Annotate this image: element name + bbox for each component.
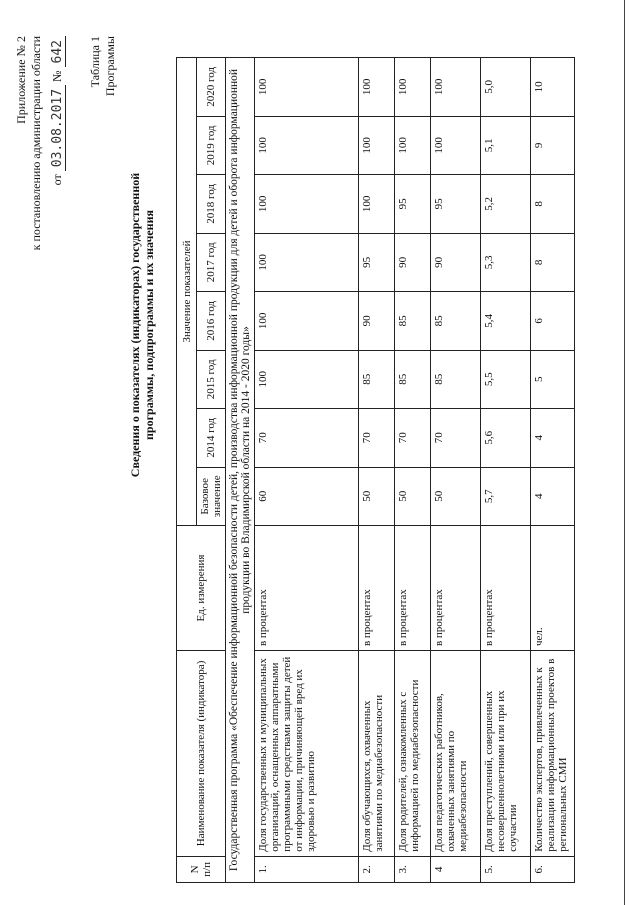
row-value: 50 — [395, 467, 431, 525]
decree-label: к постановлению администрации области — [29, 36, 43, 251]
row-value: 5 — [531, 350, 575, 408]
row-value: 5,1 — [481, 116, 531, 174]
row-value: 90 — [395, 233, 431, 291]
row-value: 5,5 — [481, 350, 531, 408]
row-value: 70 — [359, 409, 395, 467]
row-name: Количество экспертов, привлеченных к реализации информационных проектов в региональных СМИ — [531, 651, 575, 857]
row-name: Доля родителей, ознакомленных с информацией по медиабезопасности — [395, 651, 431, 857]
row-value: 100 — [395, 58, 431, 117]
row-value: 4 — [531, 409, 575, 467]
subheader-2018: 2018 год — [197, 175, 226, 233]
row-value: 70 — [255, 409, 359, 467]
table-row — [255, 58, 359, 883]
header-values: Значение показателей — [177, 58, 197, 526]
row-value: 5,6 — [481, 409, 531, 467]
row-num: 6. — [531, 856, 575, 882]
row-value: 100 — [431, 116, 481, 174]
row-value: 100 — [395, 116, 431, 174]
row-value: 50 — [359, 467, 395, 525]
row-num: 3. — [395, 856, 431, 882]
row-value: 85 — [395, 350, 431, 408]
table-row — [359, 58, 395, 883]
decree-date-line — [50, 36, 65, 250]
subheader-2014: 2014 год — [197, 409, 226, 467]
row-value: 6 — [531, 292, 575, 350]
row-name: Доля преступлений, совершенных несовершеннолетними или при их соучастии — [481, 651, 531, 857]
row-value: 85 — [431, 350, 481, 408]
row-unit: чел. — [531, 526, 575, 651]
row-value: 50 — [431, 467, 481, 525]
row-unit: в процентах — [481, 526, 531, 651]
row-value: 100 — [359, 58, 395, 117]
title-line2: программы, подпрограммы и их значения — [142, 210, 156, 440]
row-name: Доля педагогических работников, охваченных занятиями по медиабезопасности — [431, 651, 481, 857]
row-value: 60 — [255, 467, 359, 525]
number-value: 642 — [50, 36, 66, 67]
title-line1: Сведения о показателях (индикаторах) государственной — [128, 172, 142, 478]
table-label-line2: Программы — [103, 36, 117, 97]
document-title — [128, 165, 156, 485]
program-row — [226, 58, 255, 883]
row-unit: в процентах — [255, 526, 359, 651]
row-value: 5,4 — [481, 292, 531, 350]
row-value: 100 — [255, 233, 359, 291]
row-value: 70 — [395, 409, 431, 467]
table-label-line1: Таблица 1 — [88, 36, 102, 88]
row-num: 2. — [359, 856, 395, 882]
row-value: 100 — [359, 116, 395, 174]
row-value: 70 — [431, 409, 481, 467]
indicators-table — [176, 57, 575, 883]
table-row — [531, 58, 575, 883]
row-value: 90 — [359, 292, 395, 350]
row-num: 1. — [255, 856, 359, 882]
table-row — [395, 58, 431, 883]
program-title: Государственная программа «Обеспечение информационной безопасности детей, производства информационной продукции для детей и оборота информационной продукции во Владимирской области на 2014 - 2020 годы» — [226, 58, 255, 883]
row-value: 100 — [359, 175, 395, 233]
row-value: 4 — [531, 467, 575, 525]
row-value: 10 — [531, 58, 575, 117]
row-value: 100 — [255, 292, 359, 350]
row-value: 85 — [431, 292, 481, 350]
row-value: 85 — [359, 350, 395, 408]
row-value: 5,7 — [481, 467, 531, 525]
header-num: N п/п — [177, 856, 226, 882]
date-value: 03.08.2017 — [50, 85, 66, 171]
subheader-2017: 2017 год — [197, 233, 226, 291]
row-value: 9 — [531, 116, 575, 174]
row-value: 85 — [395, 292, 431, 350]
row-value: 90 — [431, 233, 481, 291]
row-unit: в процентах — [431, 526, 481, 651]
row-value: 100 — [255, 116, 359, 174]
row-value: 8 — [531, 175, 575, 233]
subheader-2016: 2016 год — [197, 292, 226, 350]
row-value: 100 — [255, 58, 359, 117]
subheader-2019: 2019 год — [197, 116, 226, 174]
row-name: Доля государственных и муниципальных организаций, оснащенных аппаратными программными средствами защиты детей от информации, причиняющей вред их здоровью и развитию — [255, 651, 359, 857]
row-unit: в процентах — [359, 526, 395, 651]
row-unit: в процентах — [395, 526, 431, 651]
table-header-row — [177, 58, 197, 883]
table-label — [88, 36, 118, 96]
row-value: 100 — [255, 350, 359, 408]
row-value: 100 — [431, 58, 481, 117]
subheader-2020: 2020 год — [197, 58, 226, 117]
row-value: 5,3 — [481, 233, 531, 291]
row-value: 100 — [255, 175, 359, 233]
row-value: 95 — [395, 175, 431, 233]
number-prefix: № — [50, 70, 64, 82]
row-value: 95 — [359, 233, 395, 291]
row-num: 5. — [481, 856, 531, 882]
row-num: 4 — [431, 856, 481, 882]
date-prefix: от — [50, 174, 64, 186]
appendix-label: Приложение № 2 — [14, 36, 28, 124]
table-row — [431, 58, 481, 883]
subheader-base: Базовое значение — [197, 467, 226, 525]
subheader-2015: 2015 год — [197, 350, 226, 408]
row-name: Доля обучающихся, охваченных занятиями по медиабезопасности — [359, 651, 395, 857]
appendix-header — [14, 36, 65, 250]
table-row — [481, 58, 531, 883]
row-value: 5,0 — [481, 58, 531, 117]
row-value: 95 — [431, 175, 481, 233]
row-value: 5,2 — [481, 175, 531, 233]
row-value: 8 — [531, 233, 575, 291]
header-name: Наименование показателя (индикатора) — [177, 651, 226, 857]
header-unit: Ед. измерения — [177, 526, 226, 651]
